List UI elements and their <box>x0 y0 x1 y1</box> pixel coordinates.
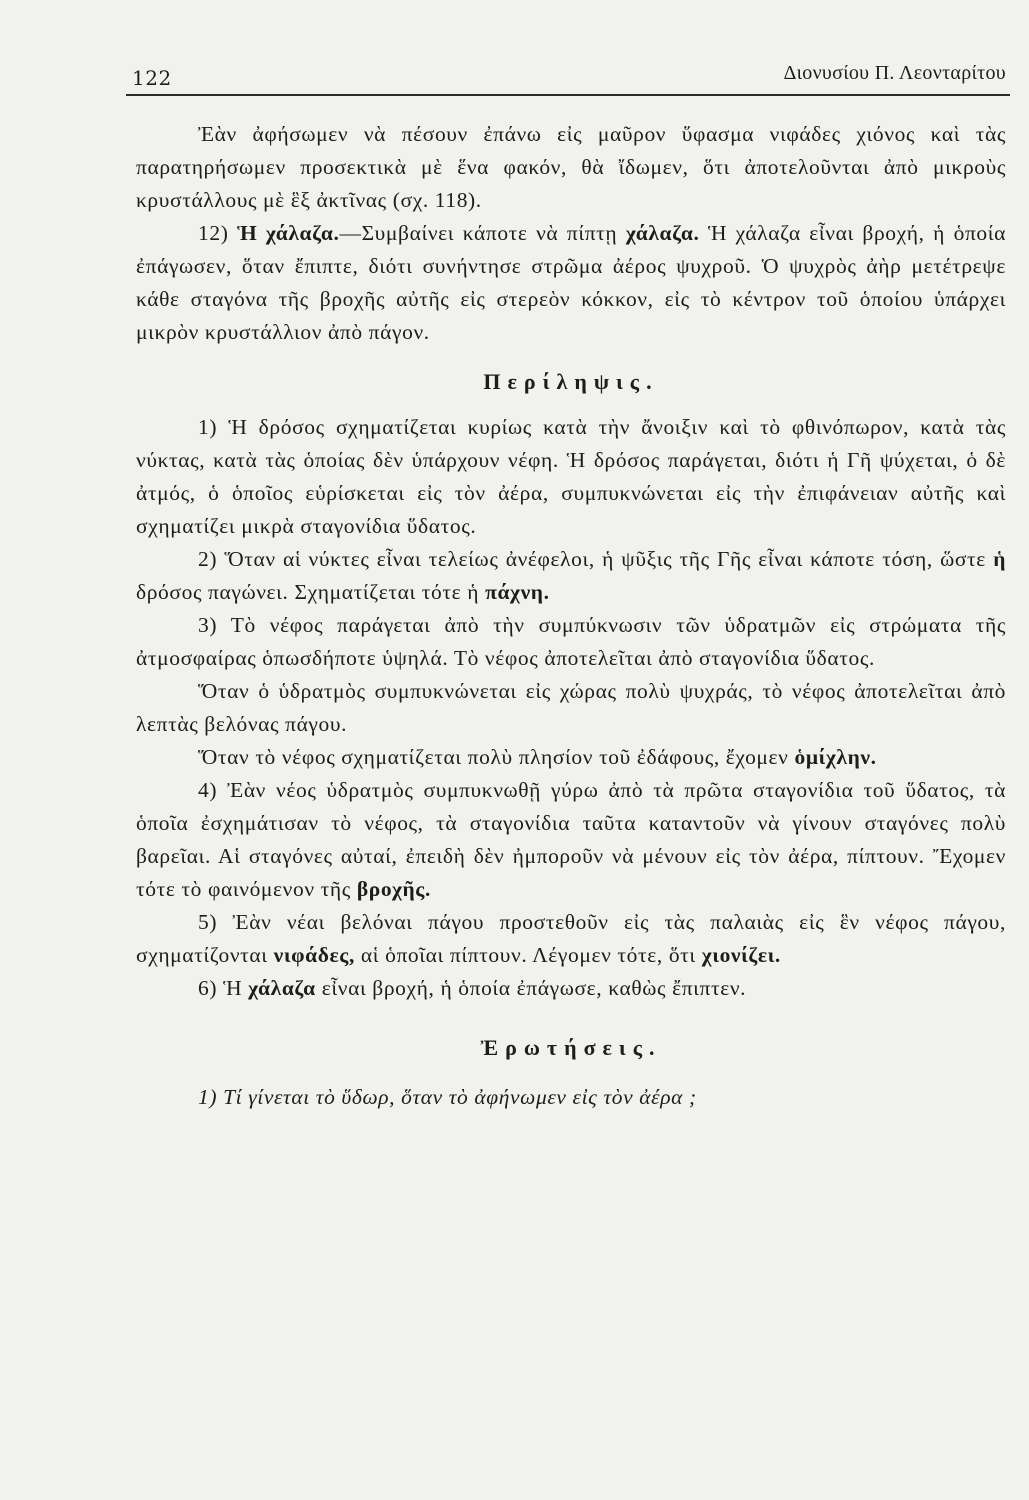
paragraph-text: εἶναι βροχή, ἡ ὁποία ἐπάγωσε, καθὼς ἔπιπτεν. <box>315 976 747 1000</box>
summary-point-6 <box>136 972 1006 1005</box>
bold-term: χάλαζα. <box>625 221 700 245</box>
paragraph-text: αἱ ὁποῖαι πίπτουν. Λέγομεν τότε, ὅτι <box>354 943 702 967</box>
bold-term: πάχνη. <box>485 580 550 604</box>
bold-term: νιφάδες, <box>273 943 355 967</box>
header-rule <box>126 94 1010 96</box>
paragraph-text: 2) Ὅταν αἱ νύκτες εἶναι τελείως ἀνέφελοι, ἡ ψῦξις τῆς Γῆς εἶναι κάποτε τόση, ὥστε <box>198 547 994 571</box>
bold-term: χάλαζα <box>248 976 316 1000</box>
paragraph-text: 1) Ἡ δρόσος σχηματίζεται κυρίως κατὰ τὴν ἄνοιξιν καὶ τὸ φθινόπωρον, κατὰ τὰς νύκτας, κατὰ τὰς ὁποίας δὲν ὑπάρχουν νέφη. Ἡ δρόσος παράγεται, διότι ἡ Γῆ ψύχεται, ὁ δὲ ἀτμός, ὁ ὁποῖος εὑρίσκεται εἰς τὸν ἀέρα, συμπυκνώνεται εἰς τὴν ἐπιφάνειαν αὐτῆς καὶ σχηματίζει μικρὰ σταγονίδια ὕδατος. <box>136 415 1006 538</box>
question-1 <box>136 1081 1006 1114</box>
paragraph-text: Συμβαίνει κάποτε νὰ πίπτῃ <box>361 221 626 245</box>
paragraph-text: 6) Ἡ <box>198 976 249 1000</box>
paragraph-snowflakes <box>136 118 1006 217</box>
summary-point-4 <box>136 774 1006 906</box>
summary-point-5 <box>136 906 1006 972</box>
item-number: 12) <box>198 221 229 245</box>
page-number: 122 <box>132 66 172 90</box>
bold-term: βροχῆς. <box>356 877 431 901</box>
question-text: 1) Τί γίνεται τὸ ὕδωρ, ὅταν τὸ ἀφήνωμεν εἰς τὸν ἀέρα ; <box>198 1085 697 1109</box>
bold-term: ὁμίχλην. <box>794 745 877 769</box>
bold-term: χιονίζει. <box>701 943 781 967</box>
page-header <box>126 62 1010 96</box>
bold-term: ἡ <box>993 547 1006 571</box>
title-dash: — <box>339 221 362 245</box>
item-title: Ἡ χάλαζα. <box>237 221 340 245</box>
paragraph-text: Ὅταν τὸ νέφος σχηματίζεται πολὺ πλησίον τοῦ ἐδάφους, ἔχομεν <box>198 745 795 769</box>
paragraph-text: Ἐὰν ἀφήσωμεν νὰ πέσουν ἐπάνω εἰς μαῦρον ὕφασμα νιφάδες χιόνος καὶ τὰς παρατηρήσωμεν προσεκτικὰ μὲ ἕνα φακόν, θὰ ἴδωμεν, ὅτι ἀποτελοῦνται ἀπὸ μικροὺς κρυστάλλους μὲ ἓξ ἀκτῖνας (σχ. 118). <box>136 122 1006 212</box>
summary-point-2 <box>136 543 1006 609</box>
running-title: Διονυσίου Π. Λεονταρίτου <box>783 62 1006 84</box>
summary-heading: Περίληψις. <box>483 369 659 394</box>
questions-heading: Ἐρωτήσεις. <box>480 1035 662 1060</box>
paragraph-text: 3) Τὸ νέφος παράγεται ἀπὸ τὴν συμπύκνωσιν τῶν ὑδρατμῶν εἰς στρώματα τῆς ἀτμοσφαίρας ὁπωσδήποτε ὑψηλά. Τὸ νέφος ἀποτελεῖται ἀπὸ σταγονίδια ὕδατος. <box>136 613 1006 670</box>
paragraph-text: 5) Ἐὰν νέαι βελόναι πάγου προστεθοῦν εἰς τὰς παλαιὰς εἰς ἓν νέφος πάγου, σχηματίζονται <box>136 910 1006 967</box>
summary-point-1 <box>136 411 1006 543</box>
paragraph-text: Ὅταν ὁ ὑδρατμὸς συμπυκνώνεται εἰς χώρας πολὺ ψυχράς, τὸ νέφος ἀποτελεῖται ἀπὸ λεπτὰς βελόνας πάγου. <box>136 679 1006 736</box>
paragraph-hail <box>136 217 1006 349</box>
summary-point-3 <box>136 609 1006 675</box>
body-text <box>136 118 1006 1114</box>
paragraph-text: δρόσος παγώνει. Σχηματίζεται τότε ἡ <box>136 580 486 604</box>
summary-point-3b <box>136 675 1006 741</box>
paragraph-text: Ἡ χάλαζα εἶναι βροχή, ἡ ὁποία ἐπάγωσεν, ὅταν ἔπιπτε, διότι συνήντησε στρῶμα ἀέρος ψυχροῦ. Ὁ ψυχρὸς ἀὴρ μετέτρεψε κάθε σταγόνα τῆς βροχῆς αὐτῆς εἰς στερεὸν κόκκον, εἰς τὸ κέντρον τοῦ ὁποίου ὑπάρχει μικρὸν κρυστάλλιον ἀπὸ πάγον. <box>136 221 1007 344</box>
paragraph-text: 4) Ἐὰν νέος ὑδρατμὸς συμπυκνωθῇ γύρω ἀπὸ τὰ πρῶτα σταγονίδια τοῦ ὕδατος, τὰ ὁποῖα ἐσχημάτισαν τὸ νέφος, τὰ σταγονίδια ταῦτα καταντοῦν νὰ γίνουν σταγόνες πολὺ βαρεῖαι. Αἱ σταγόνες αὐταί, ἐπειδὴ δὲν ἠμποροῦν νὰ μένουν εἰς τὸν ἀέρα, πίπτουν. Ἔχομεν τότε τὸ φαινόμενον τῆς <box>136 778 1006 901</box>
summary-point-3c <box>136 741 1006 774</box>
